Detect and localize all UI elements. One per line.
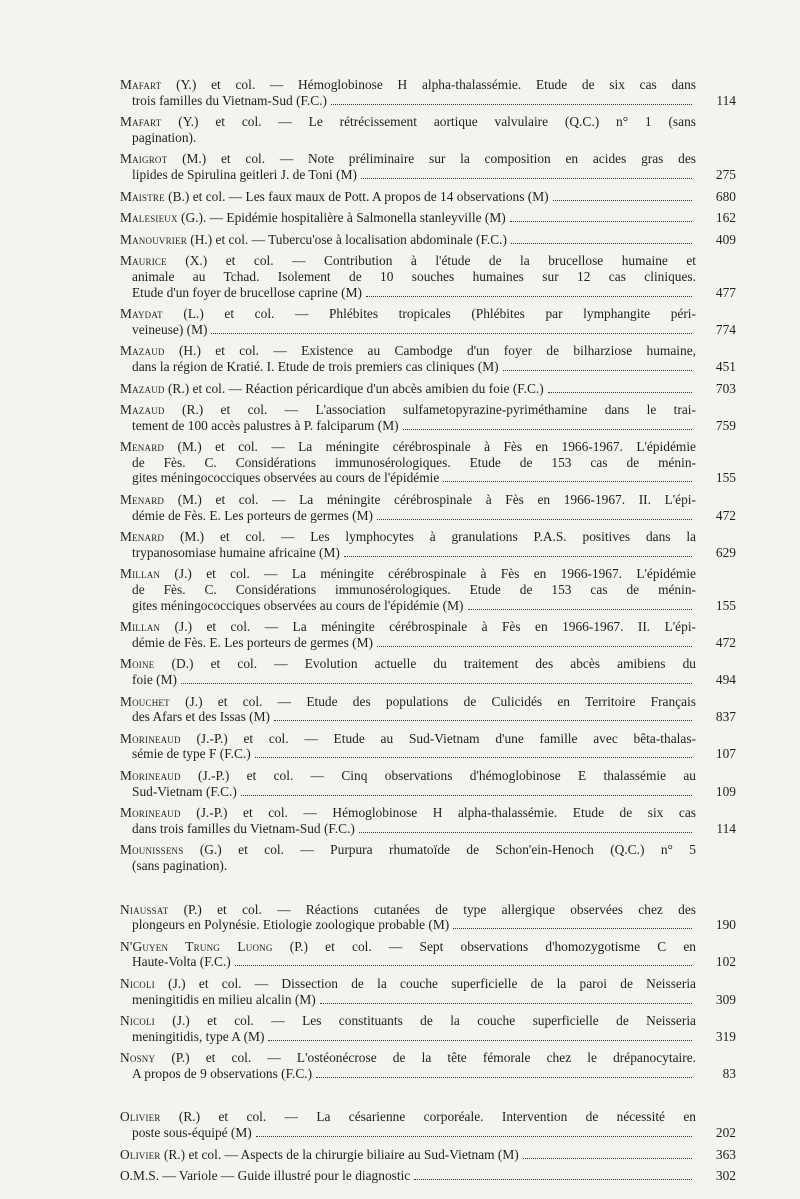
author-name: Mazaud: [120, 343, 165, 359]
entry-title: (R.) et col. — L'association sulfametopyrazine-pyriméthamine dans le trai-: [164, 402, 696, 418]
dot-leader: [511, 243, 692, 244]
entry-continuation-line: démie de Fès. E. Les porteurs de germes (M): [132, 634, 373, 650]
dot-leader: [331, 104, 692, 105]
page-number: 472: [715, 507, 736, 523]
index-entry: [120, 189, 740, 205]
entry-continuation-line: gites méningococciques observées au cours de l'épidémie: [132, 470, 440, 486]
entry-continuation-line: de Fès. C. Considérations immunosérologiques. Etude de 153 cas de ménin-: [132, 454, 696, 470]
author-index-column: [120, 77, 740, 1190]
index-entry: [120, 77, 740, 108]
entry-title: (R.) et col. — Réaction péricardique d'un abcès amibien du foie (F.C.): [164, 380, 544, 396]
author-name: Nicoli: [120, 975, 155, 991]
entry-title: (J.) et col. — Dissection de la couche superficielle de la paroi de Neisseria: [154, 975, 696, 991]
entry-continuation-line: sémie de type F (F.C.): [132, 746, 251, 762]
entry-title: (J.-P.) et col. — Cinq observations d'hémoglobinose E thalassémie au: [180, 767, 696, 783]
index-entry: [120, 381, 740, 397]
dot-leader: [377, 519, 692, 520]
author-name: Morineaud: [120, 730, 181, 746]
author-name: Malesieux: [120, 210, 178, 226]
page-number: 83: [722, 1065, 736, 1081]
index-entry: [120, 976, 740, 1007]
entry-title: (J.) et col. — Les constituants de la couche superficielle de Neisseria: [154, 1013, 696, 1029]
entry-title: (G.) et col. — Purpura rhumatoïde de Schon'ein-Henoch (Q.C.) n° 5: [183, 842, 696, 858]
entry-continuation-line: (sans pagination).: [132, 857, 228, 873]
author-name: O.M.S.: [120, 1168, 160, 1184]
dot-leader: [344, 556, 692, 557]
page-number: 155: [715, 597, 736, 613]
index-entry: [120, 619, 740, 650]
index-entry: [120, 902, 740, 933]
dot-leader: [414, 1179, 692, 1180]
page-number: 703: [715, 380, 736, 396]
index-entry: [120, 343, 740, 374]
entry-continuation-line: pagination).: [132, 129, 197, 145]
dot-leader: [316, 1077, 692, 1078]
page-number: 472: [715, 634, 736, 650]
page-number: 190: [715, 917, 736, 933]
index-entry: [120, 439, 740, 486]
entry-title: (P.) et col. — Sept observations d'homozygotisme C en: [272, 938, 696, 954]
index-entry: [120, 253, 740, 300]
dot-leader: [453, 928, 692, 929]
page-number: 302: [715, 1168, 736, 1184]
entry-continuation-line: lipides de Spirulina geitleri J. de Toni (M): [132, 166, 357, 182]
dot-leader: [553, 200, 692, 201]
dot-leader: [377, 646, 692, 647]
dot-leader: [503, 370, 692, 371]
dot-leader: [268, 1040, 692, 1041]
dot-leader: [361, 178, 692, 179]
section-gap: [120, 1087, 740, 1109]
dot-leader: [241, 795, 692, 796]
index-entry: [120, 1147, 740, 1163]
page-number: 363: [715, 1146, 736, 1162]
author-name: Maurice: [120, 253, 167, 269]
author-name: Millan: [120, 566, 161, 582]
dot-leader: [403, 429, 692, 430]
entry-title: (X.) et col. — Contribution à l'étude de la brucellose humaine et: [166, 253, 696, 269]
dot-leader: [211, 333, 692, 334]
page-number: 319: [715, 1028, 736, 1044]
index-entry: [120, 306, 740, 337]
dot-leader: [548, 392, 692, 393]
author-name: Morineaud: [120, 805, 181, 821]
entry-title: (M.) et col. — La méningite cérébrospinale à Fès en 1966-1967. L'épidémie: [164, 439, 696, 455]
page-number: 102: [715, 954, 736, 970]
page-number: 451: [715, 358, 736, 374]
author-name: Olivier: [120, 1146, 161, 1162]
index-entry: [120, 1013, 740, 1044]
author-name: N'Guyen Trung Luong: [120, 938, 273, 954]
index-entry: [120, 151, 740, 182]
entry-title: (J.-P.) et col. — Hémoglobinose H alpha-thalassémie. Etude de six cas: [180, 805, 696, 821]
author-name: Nicoli: [120, 1013, 155, 1029]
author-name: Menard: [120, 492, 165, 508]
entry-title: (B.) et col. — Les faux maux de Pott. A propos de 14 observations (M): [164, 188, 549, 204]
author-name: Manouvrier: [120, 231, 187, 247]
index-entry: [120, 694, 740, 725]
entry-title: (Y.) et col. — Le rétrécissement aortique valvulaire (Q.C.) n° 1 (sans: [161, 114, 696, 130]
page-number: 629: [715, 544, 736, 560]
page-number: 477: [715, 284, 736, 300]
author-name: Mouchet: [120, 693, 170, 709]
entry-title: (P.) et col. — Réactions cutanées de type allergique observées chez des: [168, 901, 696, 917]
entry-title: (M.) et col. — Les lymphocytes à granulations P.A.S. positives dans la: [164, 529, 696, 545]
author-name: Millan: [120, 619, 161, 635]
entry-title: (H.) et col. — Existence au Cambodge d'un foyer de bilharziose humaine,: [164, 343, 696, 359]
index-entry: [120, 656, 740, 687]
entry-continuation-line: Haute-Volta (F.C.): [132, 954, 231, 970]
author-name: Mazaud: [120, 380, 165, 396]
index-entry: [120, 842, 740, 873]
page-number: 202: [715, 1125, 736, 1141]
index-entry: [120, 492, 740, 523]
page-number: 409: [715, 231, 736, 247]
entry-title: (R.) et col. — Aspects de la chirurgie biliaire au Sud-Vietnam (M): [160, 1146, 519, 1162]
entry-continuation-line: Etude d'un foyer de brucellose caprine (M): [132, 284, 362, 300]
entry-continuation-line: A propos de 9 observations (F.C.): [132, 1065, 313, 1081]
entry-continuation-line: meningitidis en milieu alcalin (M): [132, 991, 316, 1007]
author-name: Olivier: [120, 1109, 161, 1125]
index-entry: [120, 402, 740, 433]
author-name: Maigrot: [120, 151, 168, 167]
dot-leader: [443, 481, 692, 482]
page-number: 837: [715, 709, 736, 725]
index-entry: [120, 1050, 740, 1081]
page-number: 680: [715, 188, 736, 204]
entry-title: (M.) et col. — Note préliminaire sur la composition en acides gras des: [167, 151, 696, 167]
index-section: [120, 1109, 740, 1183]
dot-leader: [468, 609, 693, 610]
entry-title: (Y.) et col. — Hémoglobinose H alpha-thalassémie. Etude de six cas dans: [161, 77, 696, 92]
author-name: Mounissens: [120, 842, 184, 858]
entry-continuation-line: dans trois familles du Vietnam-Sud (F.C.): [132, 820, 355, 836]
entry-title: (R.) et col. — La césarienne corporéale. Intervention de nécessité en: [160, 1109, 696, 1125]
dot-leader: [320, 1003, 692, 1004]
entry-continuation-line: tement de 100 accès palustres à P. falciparum (M): [132, 417, 399, 433]
entry-title: (J.-P.) et col. — Etude au Sud-Vietnam d'une famille avec bêta-thalas-: [180, 730, 696, 746]
entry-title: (G.). — Epidémie hospitalière à Salmonella stanleyville (M): [177, 210, 506, 226]
entry-continuation-line: poste sous-équipé (M): [132, 1125, 252, 1141]
index-entry: [120, 805, 740, 836]
index-section: [120, 902, 740, 1082]
entry-title: (M.) et col. — La méningite cérébrospinale à Fès en 1966-1967. II. L'épi-: [164, 492, 696, 508]
page-number: 774: [715, 321, 736, 337]
entry-continuation-line: démie de Fès. E. Les porteurs de germes (M): [132, 507, 373, 523]
page-number: 494: [715, 672, 736, 687]
entry-title: (H.) et col. — Tubercu'ose à localisation abdominale (F.C.): [186, 231, 507, 247]
entry-continuation-line: gites méningococciques observées au cours de l'épidémie (M): [132, 597, 464, 613]
author-name: Menard: [120, 439, 165, 455]
dot-leader: [181, 683, 692, 684]
author-name: Mazaud: [120, 402, 165, 418]
page-number: 275: [715, 166, 736, 182]
entry-title: (D.) et col. — Evolution actuelle du traitement des abcès amibiens du: [154, 656, 696, 672]
index-entry: [120, 210, 740, 226]
entry-title: (J.) et col. — La méningite cérébrospinale à Fès en 1966-1967. L'épidémie: [160, 566, 696, 582]
dot-leader: [523, 1158, 692, 1159]
entry-title: (P.) et col. — L'ostéonécrose de la tête fémorale chez le drépanocytaire.: [155, 1050, 696, 1066]
dot-leader: [255, 757, 692, 758]
page-number: 114: [716, 820, 736, 836]
entry-continuation-line: Sud-Vietnam (F.C.): [132, 783, 237, 799]
dot-leader: [235, 965, 692, 966]
entry-title: (L.) et col. — Phlébites tropicales (Phlébites par lymphangite péri-: [162, 306, 696, 322]
page-number: 309: [715, 991, 736, 1007]
entry-title: (J.) et col. — Etude des populations de Culicidés en Territoire Français: [169, 693, 696, 709]
page-number: 114: [716, 92, 736, 108]
index-entry: [120, 1168, 740, 1184]
page-number: 109: [715, 783, 736, 799]
author-name: Mafart: [120, 77, 162, 92]
author-name: Morineaud: [120, 767, 181, 783]
dot-leader: [256, 1136, 692, 1137]
dot-leader: [510, 221, 692, 222]
index-entry: [120, 731, 740, 762]
index-entry: [120, 566, 740, 613]
dot-leader: [359, 832, 692, 833]
dot-leader: [274, 720, 692, 721]
entry-continuation-line: foie (M): [132, 672, 177, 687]
section-gap: [120, 880, 740, 902]
page-number: 155: [715, 470, 736, 486]
index-entry: [120, 114, 740, 145]
index-entry: [120, 939, 740, 970]
dot-leader: [366, 296, 692, 297]
page-number: 759: [715, 417, 736, 433]
author-name: Maydat: [120, 306, 163, 322]
entry-continuation-line: dans la région de Kratié. I. Etude de trois premiers cas cliniques (M): [132, 358, 499, 374]
entry-continuation-line: trois familles du Vietnam-Sud (F.C.): [132, 92, 327, 108]
page-number: 162: [715, 210, 736, 226]
index-entry: [120, 232, 740, 248]
entry-continuation-line: animale au Tchad. Isolement de 10 souches humaines sur 12 cas cliniques.: [132, 268, 696, 284]
index-entry: [120, 768, 740, 799]
author-name: Niaussat: [120, 901, 169, 917]
entry-continuation-line: meningitidis, type A (M): [132, 1028, 265, 1044]
entry-continuation-line: veineuse) (M): [132, 321, 208, 337]
page-number: 107: [715, 746, 736, 762]
entry-continuation-line: plongeurs en Polynésie. Etiologie zoologique probable (M): [132, 917, 450, 933]
entry-continuation-line: des Afars et des Issas (M): [132, 709, 270, 725]
index-entry: [120, 529, 740, 560]
index-section: [120, 77, 740, 874]
entry-continuation-line: trypanosomiase humaine africaine (M): [132, 544, 340, 560]
index-entry: [120, 1109, 740, 1140]
entry-title: — Variole — Guide illustré pour le diagnostic: [159, 1168, 411, 1184]
author-name: Nosny: [120, 1050, 156, 1066]
entry-title: (J.) et col. — La méningite cérébrospinale à Fès en 1966-1967. II. L'épi-: [160, 619, 696, 635]
author-name: Menard: [120, 529, 165, 545]
author-name: Maistre: [120, 188, 165, 204]
author-name: Moine: [120, 656, 155, 672]
author-name: Mafart: [120, 114, 162, 130]
entry-continuation-line: de Fès. C. Considérations immunosérologiques. Etude de 153 cas de ménin-: [132, 582, 696, 598]
